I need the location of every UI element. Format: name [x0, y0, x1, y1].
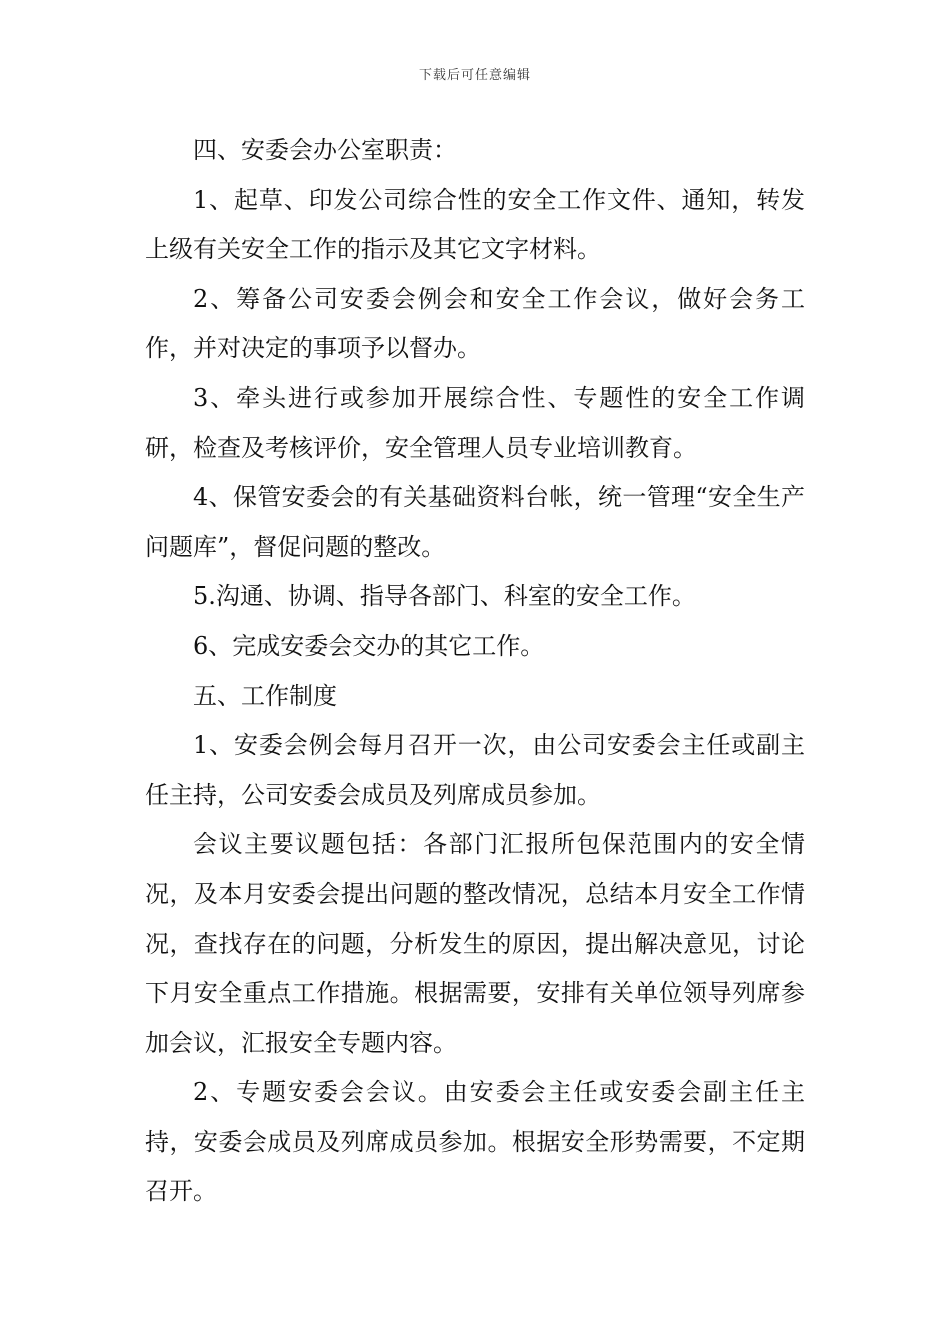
duty-item-6: 6、完成安委会交办的其它工作。: [193, 631, 545, 660]
duty-item-5: 5.沟通、协调、指导各部门、科室的安全工作。: [193, 582, 696, 611]
document-body: [145, 126, 805, 1217]
page-header: 下载后可任意编辑: [418, 68, 531, 83]
duty-item-1: 1、起草、印发公司综合性的安全工作文件、通知，转发上级有关安全工作的指示及其它文字材料。: [145, 185, 805, 264]
duty-item-2: 2、筹备公司安委会例会和安全工作会议，做好会务工作，并对决定的事项予以督办。: [145, 284, 805, 363]
section-heading-office-duties: 四、安委会办公室职责：: [193, 136, 457, 164]
duty-item-3: 3、牵头进行或参加开展综合性、专题性的安全工作调研，检查及考核评价，安全管理人员专业培训教育。: [145, 383, 805, 462]
section-heading-work-system: 五、工作制度: [193, 681, 337, 710]
meeting-topics-paragraph: 会议主要议题包括：各部门汇报所包保范围内的安全情况，及本月安委会提出问题的整改情况，总结本月安全工作情况，查找存在的问题，分析发生的原因，提出解决意见，讨论下月安全重点工作措施。根据需要，安排有关单位领导列席参加会议，汇报安全专题内容。: [145, 830, 805, 1057]
system-item-1: 1、安委会例会每月召开一次，由公司安委会主任或副主任主持，公司安委会成员及列席成员参加。: [145, 731, 805, 809]
duty-item-4: 4、保管安委会的有关基础资料台帐，统一管理“安全生产问题库”，督促问题的整改。: [145, 483, 805, 561]
system-item-2: 2、专题安委会会议。由安委会主任或安委会副主任主持，安委会成员及列席成员参加。根据安全形势需要，不定期召开。: [145, 1078, 805, 1206]
